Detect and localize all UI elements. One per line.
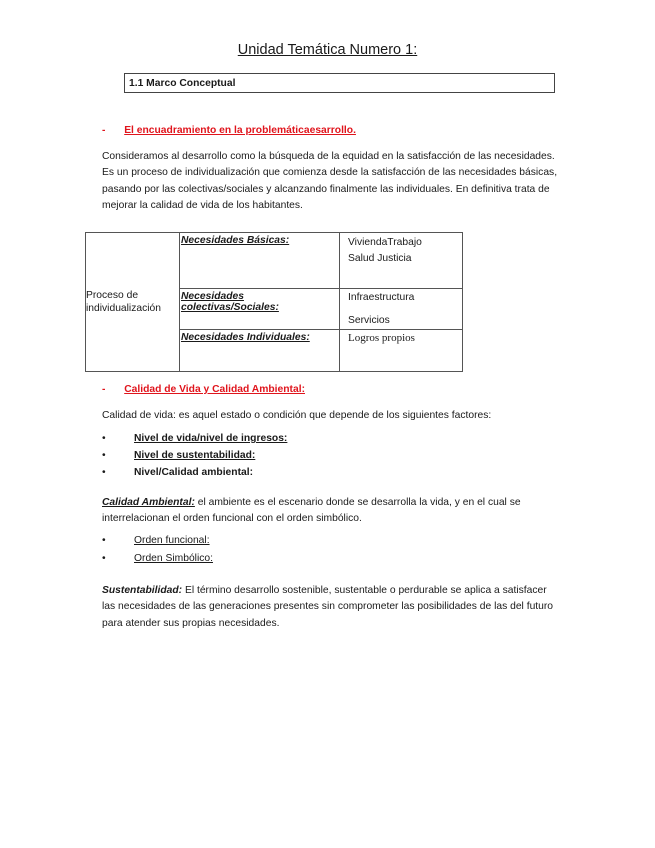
calidad-ambiental-text: el ambiente es el escenario donde se desarrolla la vida, y en el cual se interrelacionan el orden funcional con el orden simbólico.: [102, 497, 521, 525]
list-item-text: Orden funcional:: [134, 535, 210, 546]
table-value-line: Servicios: [348, 315, 390, 326]
sustentabilidad-paragraph: [102, 583, 562, 632]
section2-heading-row: [102, 384, 305, 395]
table-value-cell: [340, 330, 463, 372]
calidad-ambiental-label: Calidad Ambiental:: [102, 497, 195, 508]
list-item-text: Nivel/Calidad ambiental:: [134, 467, 254, 478]
bullet-icon: •: [102, 535, 106, 546]
table-value-line: Infraestructura: [348, 292, 415, 303]
table-value-cell: [340, 233, 463, 289]
table-header-cell: [180, 330, 340, 372]
section1-heading: El encuadramiento en la problemáticaesarrollo.: [124, 125, 356, 136]
table-row-header: Necesidades Básicas:: [181, 235, 290, 246]
section2-intro: Calidad de vida: es aquel estado o condición que depende de los siguientes factores:: [102, 410, 492, 421]
table-header-cell: [180, 289, 340, 330]
section2-heading: Calidad de Vida y Calidad Ambiental:: [124, 384, 305, 395]
table-value-cell: [340, 289, 463, 330]
table-header-cell: [180, 233, 340, 289]
table-row-header: Necesidades colectivas/Sociales:: [181, 291, 279, 313]
section2-dash: -: [102, 384, 106, 395]
bullet-icon: •: [102, 467, 106, 478]
document-title: Unidad Temática Numero 1:: [237, 42, 418, 58]
table-value-line: Logros propios: [348, 332, 415, 344]
sustentabilidad-text: El término desarrollo sostenible, sustentable o perdurable se aplica a satisfacer las necesidades de las generaciones presentes sin comprometer las posibilidades de las del futuro para atender sus propias necesidades.: [102, 585, 554, 629]
bullet-icon: •: [102, 433, 106, 444]
section1-heading-row: [102, 125, 356, 136]
section1-dash: -: [102, 125, 106, 136]
list-item-text: Nivel de sustentabilidad:: [134, 450, 256, 461]
section1-paragraph: Consideramos al desarrollo como la búsqueda de la equidad en la satisfacción de las necesidades. Es un proceso de individualización que comienza desde la satisfacción de las necesidades básicas, pasando por las colectivas/sociales y alcanzando finalmente las individuales. En definitiva trata de mejorar la calidad de vida de los habitantes.: [102, 151, 558, 211]
bullet-icon: •: [102, 553, 106, 564]
table-row-header: Necesidades Individuales:: [181, 332, 310, 343]
table-left-cell: [86, 233, 180, 372]
needs-table: [85, 232, 463, 372]
table-left-label: Proceso de individualización: [86, 290, 161, 314]
sustentabilidad-label: Sustentabilidad:: [102, 585, 183, 596]
calidad-ambiental-paragraph: [102, 495, 562, 528]
list-item-text: Orden Simbólico:: [134, 553, 213, 564]
table-value-line: Salud Justicia: [348, 253, 412, 264]
marco-conceptual-box: 1.1 Marco Conceptual: [124, 73, 555, 93]
table-value-line: ViviendaTrabajo: [348, 237, 422, 248]
bullet-icon: •: [102, 450, 106, 461]
list-item-text: Nivel de vida/nivel de ingresos:: [134, 433, 288, 444]
